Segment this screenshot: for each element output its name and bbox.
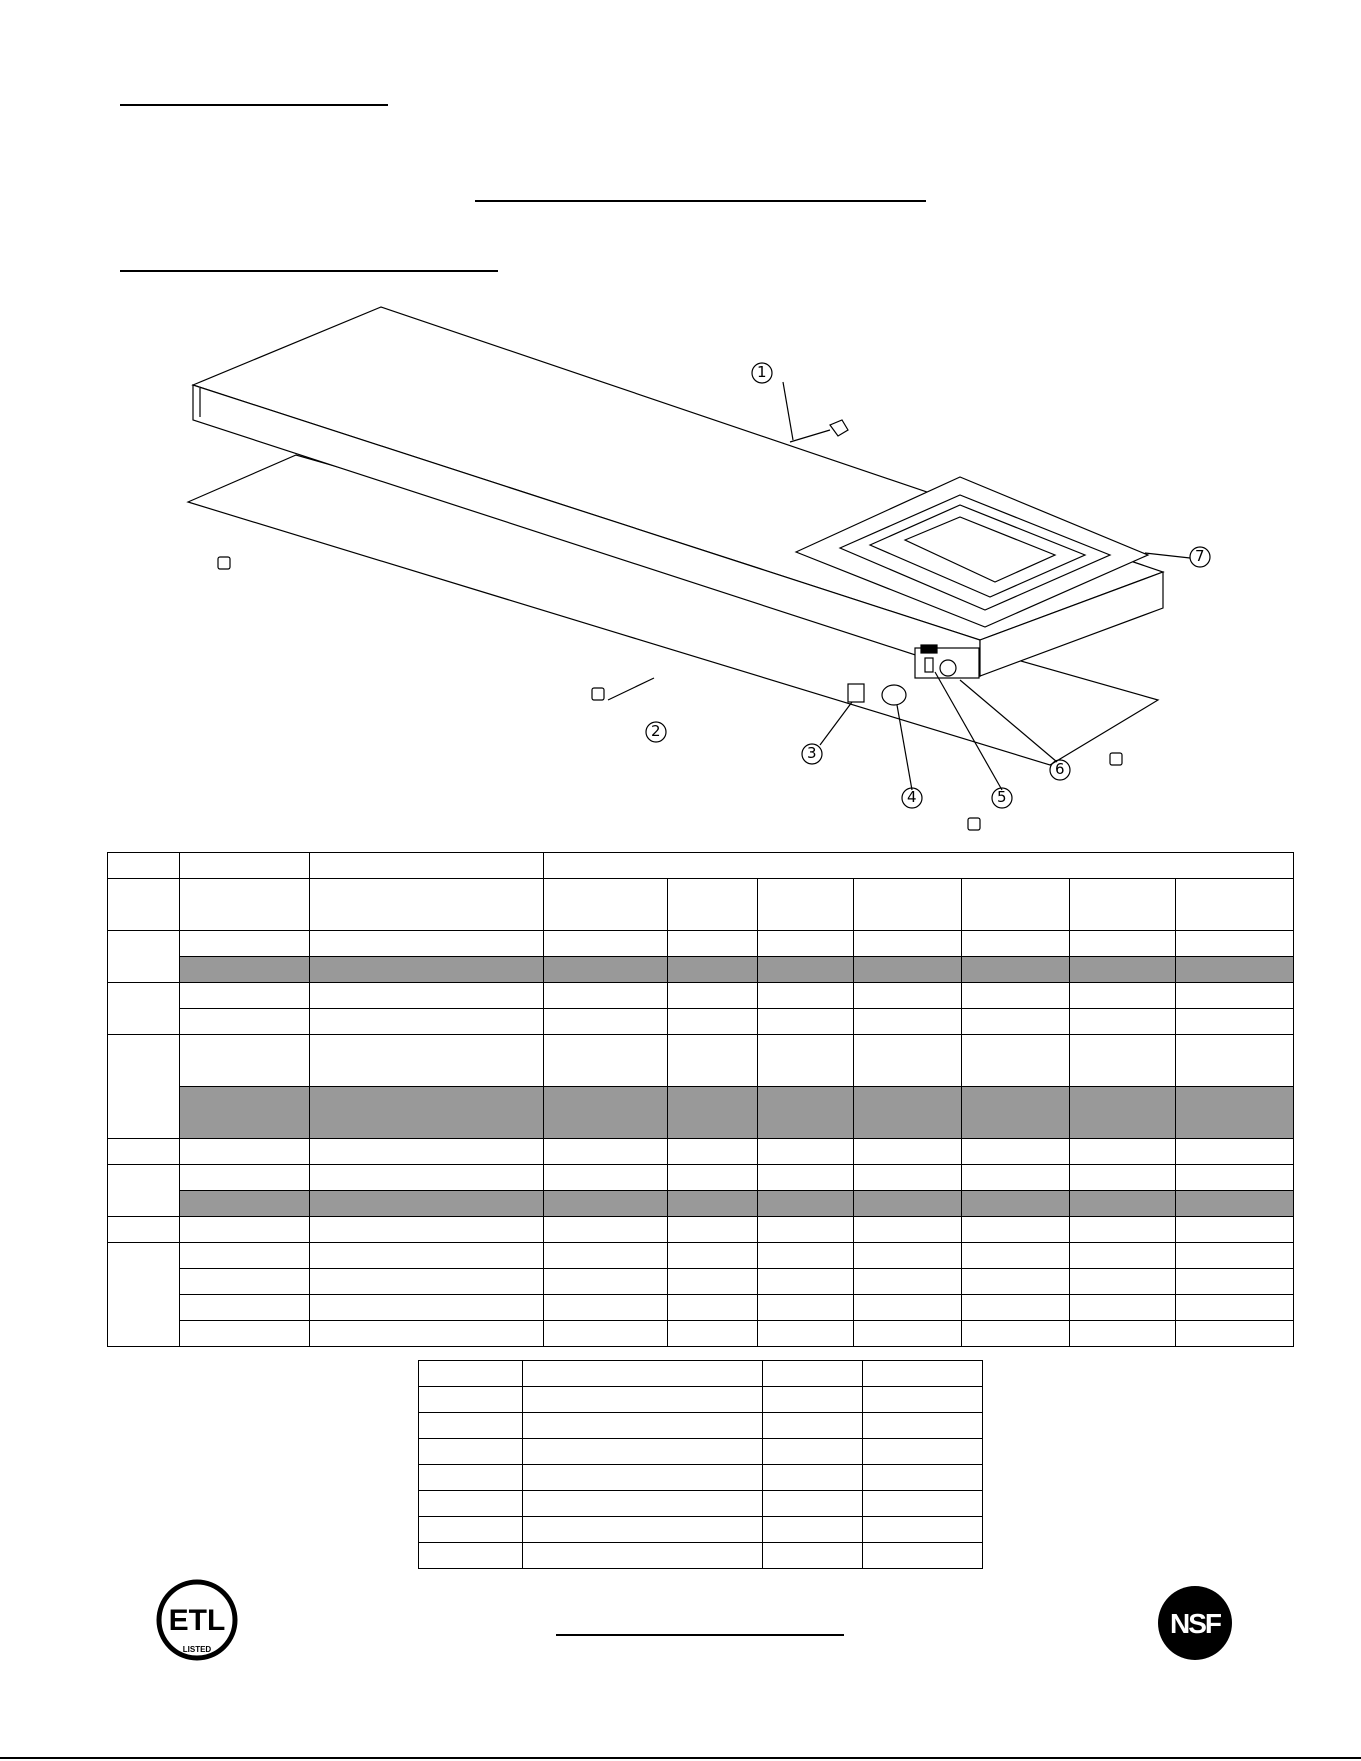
table-row: [419, 1491, 983, 1517]
lower-table: [418, 1360, 983, 1569]
svg-text:LISTED: LISTED: [182, 1645, 212, 1654]
table-row: [108, 1321, 1294, 1347]
parts-table: [107, 852, 1294, 1347]
table-header-row: [108, 879, 1294, 931]
callout-1: 1: [757, 363, 767, 381]
page-bottom-border: [0, 1757, 1361, 1759]
table-row: [419, 1413, 983, 1439]
callout-2: 2: [651, 722, 661, 740]
callout-5: 5: [997, 788, 1007, 806]
table-row: [108, 983, 1294, 1009]
svg-text:ETL: ETL: [168, 1604, 226, 1637]
etl-listed-logo: [155, 1578, 239, 1662]
table-row: [108, 1269, 1294, 1295]
table-header-row: [108, 853, 1294, 879]
table-row: [108, 1191, 1294, 1217]
table-row: [108, 1139, 1294, 1165]
table-row: [108, 1217, 1294, 1243]
table-row: [108, 1243, 1294, 1269]
svg-text:NSF: NSF: [1170, 1608, 1220, 1639]
table-row: [108, 1165, 1294, 1191]
table-row: [108, 1009, 1294, 1035]
table-row: [108, 1087, 1294, 1139]
callout-3: 3: [807, 744, 817, 762]
callout-7: 7: [1195, 547, 1205, 565]
nsf-logo: [1157, 1585, 1233, 1661]
table-row: [419, 1387, 983, 1413]
heading-rule-2: [475, 200, 926, 202]
callout-4: 4: [907, 788, 917, 806]
heading-rule-3: [120, 270, 498, 272]
table-row: [419, 1361, 983, 1387]
heading-rule-1: [120, 104, 388, 106]
callout-6: 6: [1055, 760, 1065, 778]
table-row: [419, 1517, 983, 1543]
table-row: [419, 1465, 983, 1491]
table-row: [108, 931, 1294, 957]
footer-rule: [556, 1634, 844, 1636]
table-row: [108, 1295, 1294, 1321]
table-row: [108, 1035, 1294, 1087]
exploded-view-diagram: [0, 290, 1361, 850]
table-row: [419, 1543, 983, 1569]
table-row: [419, 1439, 983, 1465]
table-row: [108, 957, 1294, 983]
